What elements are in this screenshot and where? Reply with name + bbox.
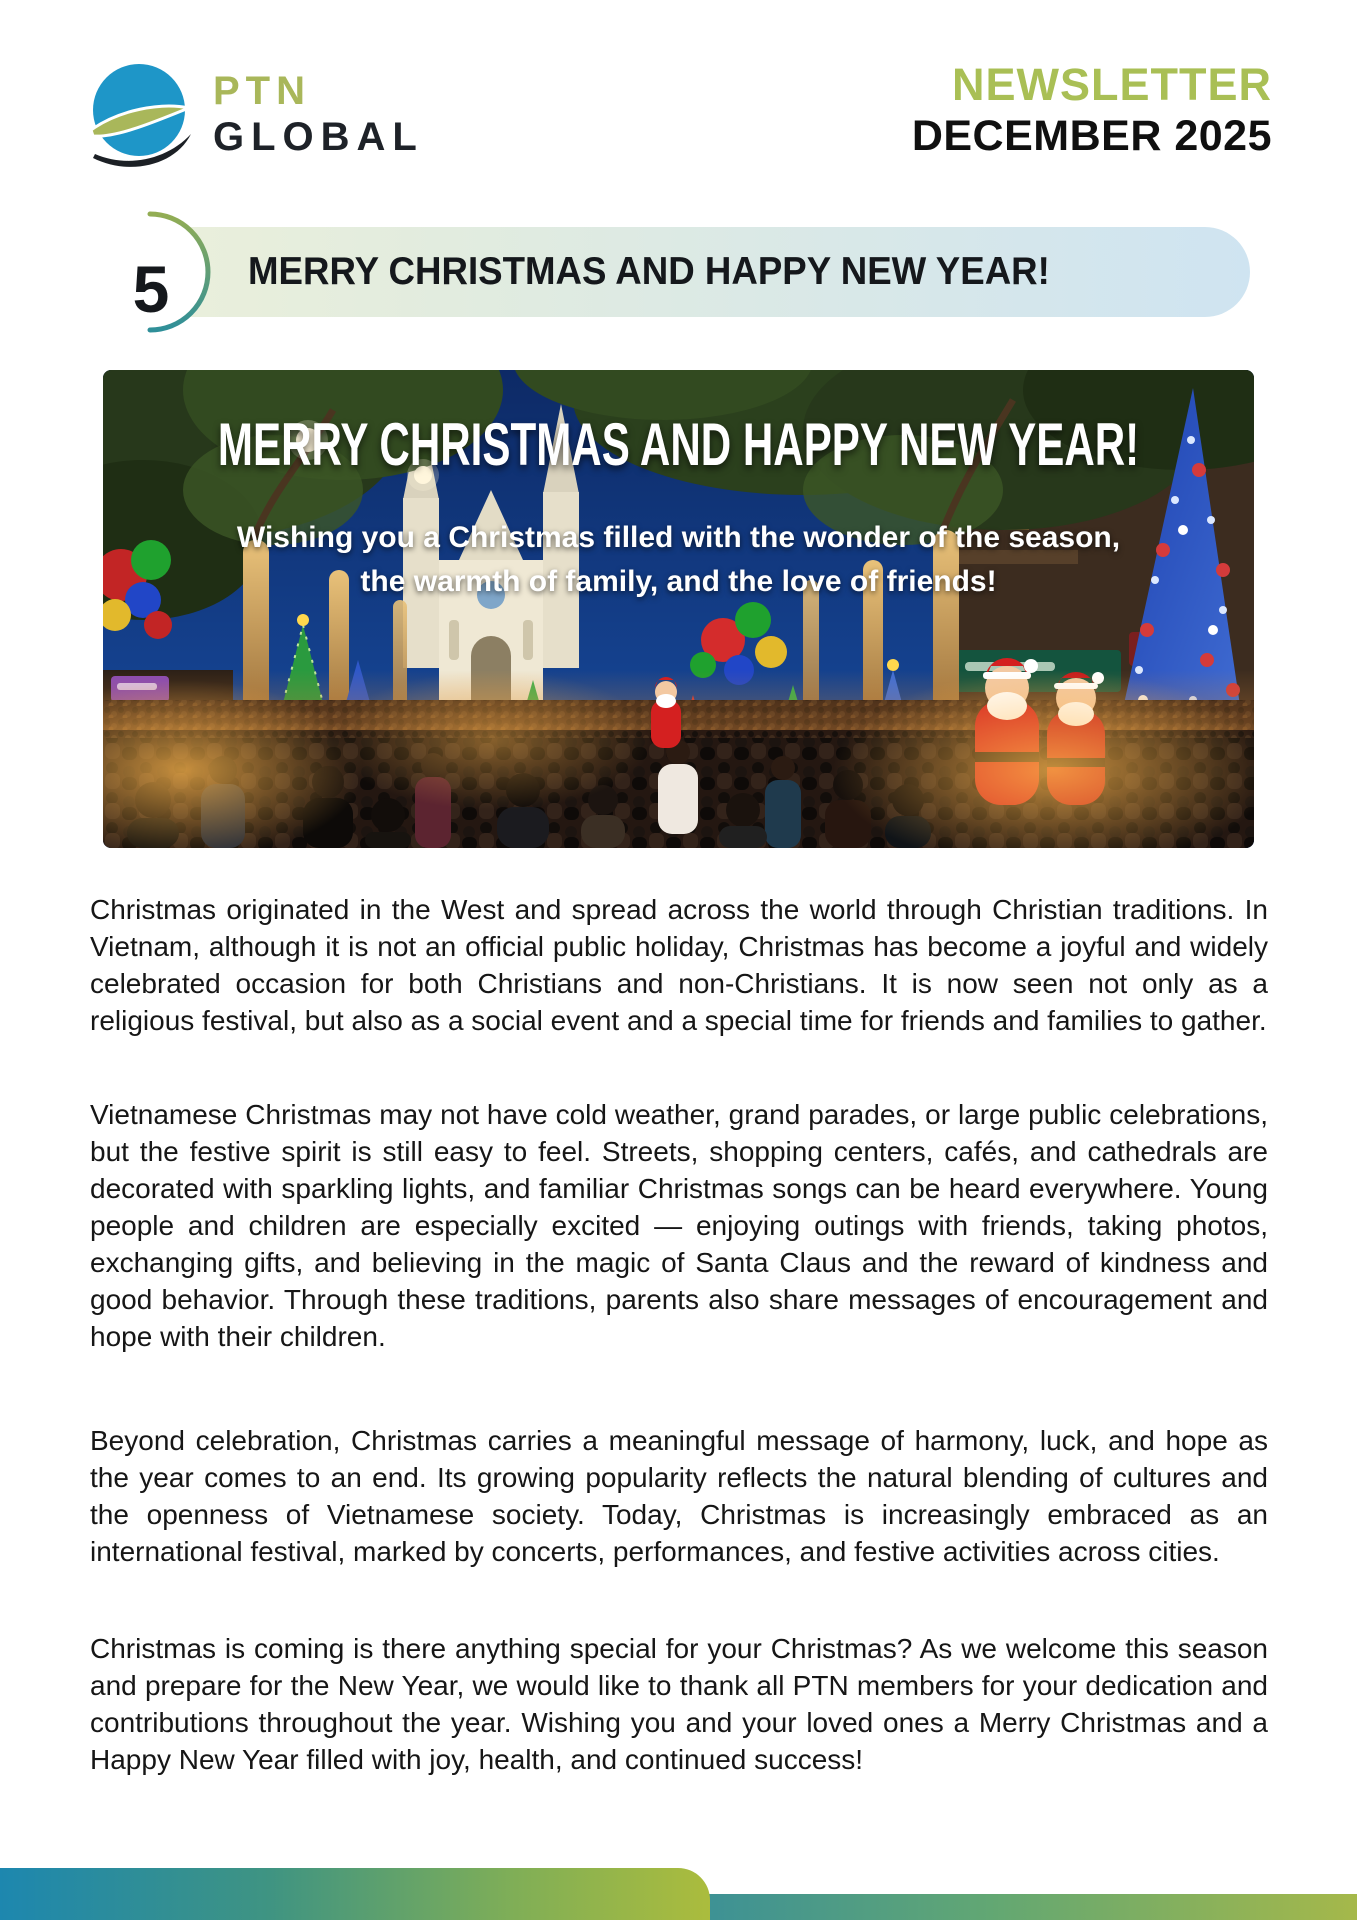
hero-image [103, 370, 1254, 848]
article-paragraph-2: Vietnamese Christmas may not have cold weather, grand parades, or large public celebrations, but the festive spirit is still easy to feel. Streets, shopping centers, cafés, and cathedrals are decorated with sparkling lights, and familiar Christmas songs can be heard everywhere. Young people and children are especially excited — enjoying outings with friends, taking photos, exchanging gifts, and believing in the magic of Santa Claus and the reward of kindness and good behavior. Through these traditions, parents also share messages of encouragement and hope with their children. [90, 1099, 1268, 1352]
hero-text-overlay [103, 370, 1254, 848]
issue-date: DECEMBER 2025 [911, 112, 1272, 160]
logo-ptn-text: PTN [213, 69, 311, 113]
article-paragraph-3: Beyond celebration, Christmas carries a meaningful message of harmony, luck, and hope as the year comes to an end. Its growing popularity reflects the natural blending of cultures and the openness of Vietnamese society. Today, Christmas is increasingly embraced as an international festival, marked by concerts, performances, and festive activities across cities. [90, 1425, 1268, 1567]
article-paragraph-1: Christmas originated in the West and spread across the world through Christian traditions. In Vietnam, although it is not an official public holiday, Christmas has become a joyful and widely celebrated occasion for both Christians and non-Christians. It is now seen not only as a religious festival, but also as a social event and a special time for friends and families to gather. [90, 894, 1268, 1036]
section-number: 5 [132, 252, 170, 326]
footer-gradient-bar-right [690, 1894, 1357, 1920]
section-header-pill [100, 227, 1250, 326]
article-paragraph-4: Christmas is coming is there anything special for your Christmas? As we welcome this season and prepare for the New Year, we would like to thank all PTN members for your dedication and contributions throughout the year. Wishing you and your loved ones a Merry Christmas and a Happy New Year filled with joy, health, and continued success! [90, 1633, 1268, 1775]
newsletter-label: NEWSLETTER [952, 59, 1272, 110]
hero-subtitle-line2: the warmth of family, and the love of friends! [360, 564, 997, 598]
section-title: MERRY CHRISTMAS AND HAPPY NEW YEAR! [248, 250, 1050, 293]
hero-title: MERRY CHRISTMAS AND HAPPY NEW YEAR! [217, 411, 1140, 479]
hero-subtitle-line1: Wishing you a Christmas filled with the wonder of the season, [236, 521, 1121, 554]
ptn-global-logo [85, 58, 424, 170]
footer-gradient-bar-left [0, 1868, 710, 1920]
globe-logo-icon [85, 58, 197, 170]
masthead [911, 59, 1272, 160]
logo-global-text: GLOBAL [213, 115, 424, 159]
logo-wordmark [213, 71, 424, 157]
